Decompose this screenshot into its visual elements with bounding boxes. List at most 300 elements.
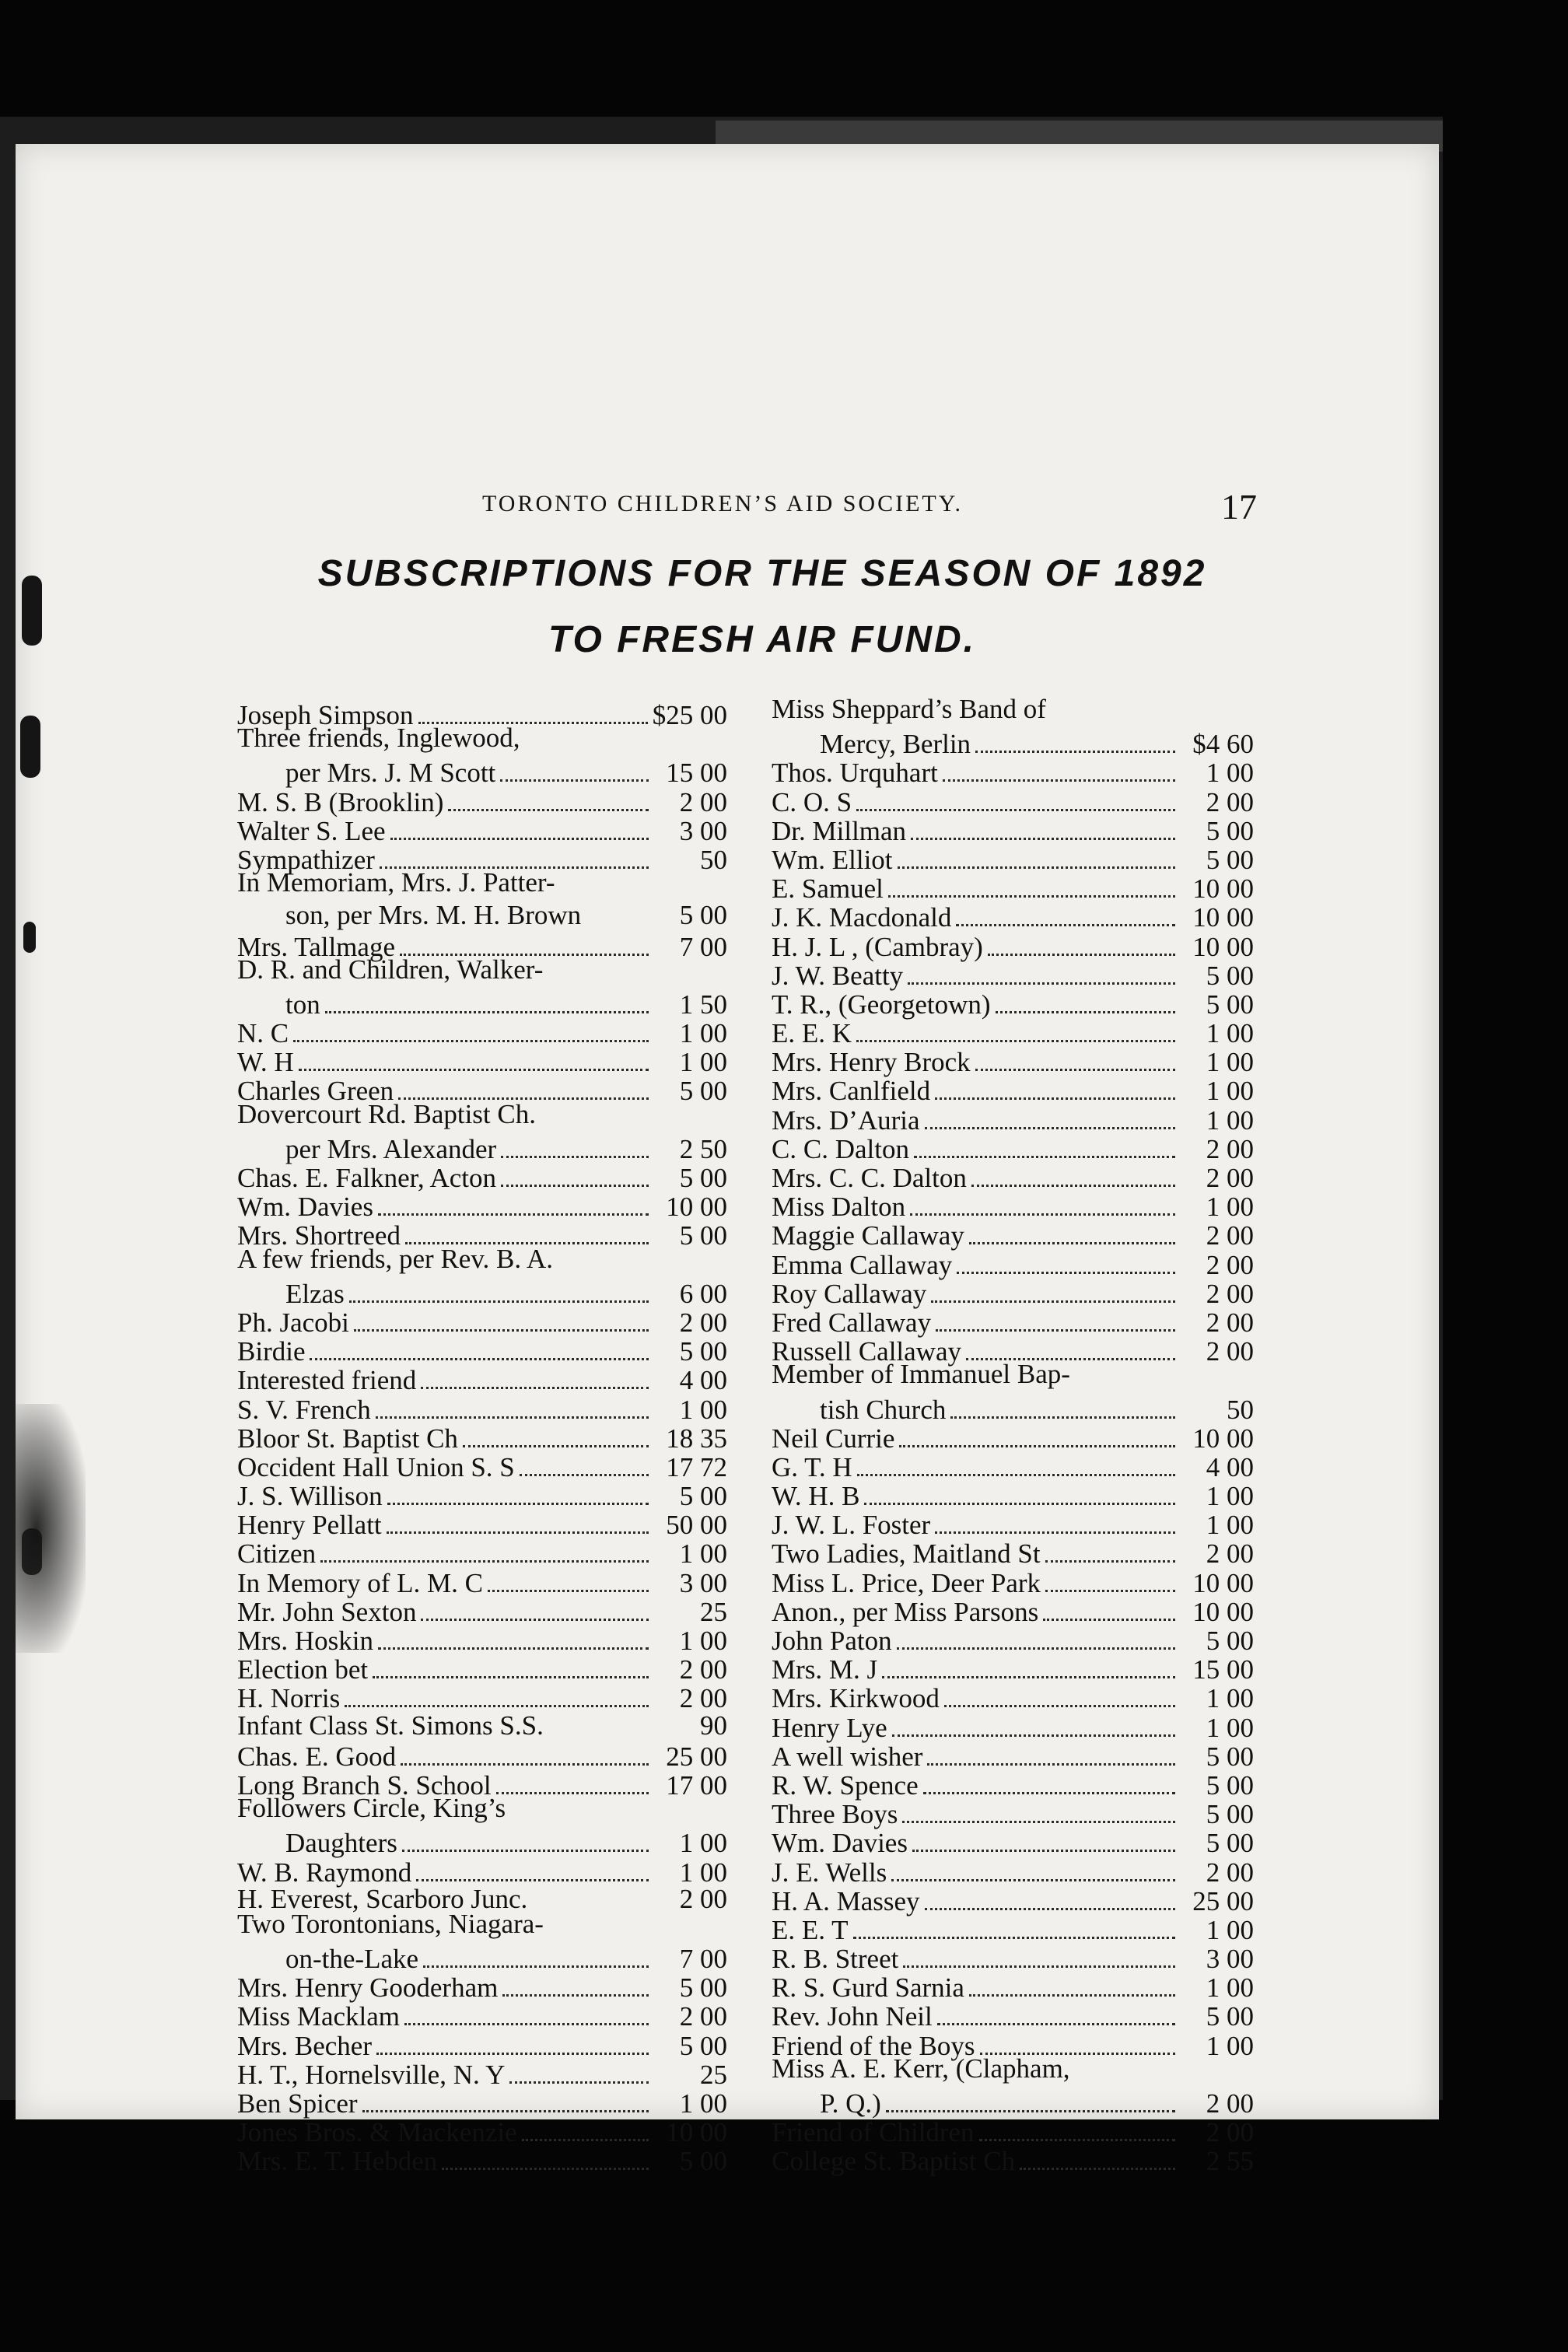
right-subscription-column	[772, 694, 1254, 2177]
subscriber-name: Ben Spicer	[237, 2088, 358, 2119]
subscriber-name: Elzas	[285, 1278, 345, 1309]
subscription-amount: 1 00	[679, 1857, 727, 1888]
leader-dots	[898, 839, 1175, 869]
subscriber-name: Mrs. C. C. Dalton	[772, 1163, 967, 1193]
subscription-amount: 5 00	[679, 1481, 727, 1512]
subscriber-name: Neil Currie	[772, 1423, 895, 1454]
subscription-amount: 1 00	[679, 1626, 727, 1656]
entry-line: D. R. and Children, Walker-	[237, 954, 544, 985]
subscriber-name: Long Branch S. School	[237, 1769, 492, 1801]
leader-dots	[501, 1129, 649, 1158]
leader-dots	[398, 1070, 649, 1100]
leader-dots	[376, 1389, 649, 1419]
subscriber-name: Fred Callaway	[772, 1307, 932, 1338]
subscription-amount: 5 00	[1206, 1741, 1254, 1772]
subscriber-name: ton	[285, 989, 320, 1020]
subscriber-name: P. Q.)	[820, 2088, 881, 2119]
subscriber-name: Maggie Callaway	[772, 1220, 964, 1251]
subscription-entry	[237, 1822, 727, 1859]
subscription-amount: 2 00	[679, 2001, 727, 2032]
leader-dots	[349, 1273, 649, 1303]
subscriber-name: R. S. Gurd Sarnia	[772, 1972, 964, 2004]
subscriber-name: Mrs. Tallmage	[237, 931, 395, 962]
subscriber-name: Chas. E. Good	[237, 1741, 397, 1772]
subscriber-name: E. E. T	[772, 1914, 849, 1945]
subscriber-name: Wm. Elliot	[772, 844, 893, 875]
subscription-amount: 3 00	[679, 815, 727, 846]
leader-dots	[378, 1186, 649, 1216]
subscription-amount: 5 00	[1206, 1799, 1254, 1830]
entry-line: A few friends, per Rev. B. A.	[237, 1243, 553, 1274]
subscriber-name: per Mrs. J. M Scott	[285, 758, 496, 789]
subscription-amount: 5 00	[679, 1972, 727, 2004]
subscriber-name: E. E. K	[772, 1018, 852, 1049]
subscription-amount: 2 00	[1206, 1249, 1254, 1280]
leader-dots	[387, 1475, 649, 1505]
subscriber-name: R. B. Street	[772, 1944, 899, 1975]
subscription-amount: 1 00	[1206, 1018, 1254, 1049]
subscription-amount: 1 00	[1206, 1104, 1254, 1136]
subscription-amount: 5 00	[679, 1163, 727, 1193]
subscriber-name: C. O. S	[772, 786, 852, 817]
subscriber-name: tish Church	[820, 1394, 947, 1425]
subscriber-name: W. B. Raymond	[237, 1857, 412, 1888]
subscription-amount: 10 00	[1192, 873, 1254, 905]
subscriber-name: son, per Mrs. M. H. Brown	[285, 900, 582, 931]
subscriber-name: Daughters	[285, 1828, 397, 1859]
subscriber-name: Sympathizer	[237, 844, 375, 875]
subscription-amount: 2 00	[1206, 1133, 1254, 1164]
subscription-amount: 2 00	[1206, 1163, 1254, 1193]
subscriber-name: Mercy, Berlin	[820, 729, 971, 760]
leader-dots	[500, 752, 649, 782]
subscriber-name: C. C. Dalton	[772, 1133, 909, 1164]
subscriber-name: Mrs. Becher	[237, 2030, 373, 2061]
leader-dots	[488, 1563, 649, 1592]
subscriber-name: R. W. Spence	[772, 1769, 919, 1801]
leader-dots	[310, 1331, 649, 1360]
leader-dots	[520, 1447, 649, 1476]
leader-dots	[423, 1938, 649, 1968]
leader-dots	[354, 1302, 649, 1332]
leader-dots	[891, 1852, 1175, 1881]
subscription-amount: 10 00	[1192, 1596, 1254, 1627]
leader-dots	[950, 1389, 1175, 1419]
leader-dots	[943, 752, 1175, 782]
leader-dots	[380, 839, 649, 869]
subscriber-name: Two Ladies, Maitland St	[772, 1538, 1041, 1570]
entry-line: Member of Immanuel Bap-	[772, 1359, 1070, 1390]
leader-dots	[853, 1909, 1175, 1939]
subscription-amount: 4 00	[679, 1365, 727, 1396]
leader-dots	[882, 1649, 1175, 1678]
subscription-amount: 15 00	[666, 758, 727, 789]
leader-dots	[925, 1881, 1175, 1910]
subscriber-name: Birdie	[237, 1336, 306, 1367]
leader-dots	[925, 1100, 1175, 1129]
subscription-amount: 5 00	[1206, 2001, 1254, 2032]
document-page	[16, 144, 1439, 2177]
subscription-amount: 50	[1227, 1394, 1254, 1425]
subscription-amount: 1 00	[679, 2088, 727, 2119]
subscriber-name: Henry Pellatt	[237, 1510, 382, 1541]
subscription-amount: 5 00	[679, 2030, 727, 2061]
entry-line: Followers Circle, King’s	[237, 1793, 506, 1824]
subscriber-name: Russell Callaway	[772, 1336, 961, 1367]
leader-dots	[914, 1129, 1175, 1158]
leader-dots	[856, 782, 1175, 811]
leader-dots	[936, 1302, 1175, 1332]
leader-dots	[969, 1967, 1175, 1997]
subscriber-name: Miss Dalton	[772, 1192, 906, 1223]
subscription-amount: 2 55	[1206, 2146, 1254, 2177]
leader-dots	[988, 926, 1175, 956]
leader-dots	[402, 1822, 649, 1852]
subscription-amount: 1 00	[1206, 1972, 1254, 2004]
leader-dots	[421, 1591, 649, 1621]
subscription-entry	[237, 695, 727, 730]
leader-dots	[390, 810, 649, 840]
leader-dots	[378, 1620, 649, 1650]
leader-dots	[293, 1013, 649, 1042]
subscriber-name: Ph. Jacobi	[237, 1307, 349, 1338]
subscription-entry	[772, 2083, 1254, 2119]
subscriber-name: Henry Lye	[772, 1712, 887, 1743]
subscription-amount: 2 00	[1206, 1278, 1254, 1309]
subscription-amount: 5 00	[679, 900, 727, 931]
subscription-amount: 2 00	[679, 786, 727, 817]
subscriber-name: Roy Callaway	[772, 1278, 927, 1309]
leader-dots	[980, 2025, 1175, 2055]
subscription-amount: $25 00	[652, 700, 727, 730]
subscriber-name: Mrs. Hoskin	[237, 1626, 374, 1656]
subscription-amount: $4 60	[1192, 729, 1254, 760]
leader-dots	[864, 1475, 1175, 1505]
subscriber-name: S. V. French	[237, 1394, 371, 1425]
subscription-amount: 2 50	[679, 1133, 727, 1164]
leader-dots	[969, 1215, 1175, 1244]
subscription-amount: 2 00	[679, 1307, 727, 1338]
subscriber-name: H. J. L , (Cambray)	[772, 931, 983, 962]
leader-dots	[373, 1649, 649, 1678]
subscription-amount: 10 00	[1192, 1567, 1254, 1598]
subscriber-name: J. W. Beatty	[772, 960, 904, 991]
leader-dots	[979, 2112, 1175, 2141]
section-heading-line-1: SUBSCRIPTIONS FOR THE SEASON OF 1892	[317, 553, 1207, 594]
subscriber-name: Mrs. D’Auria	[772, 1104, 920, 1136]
entry-line: Miss A. E. Kerr, (Clapham,	[772, 2053, 1070, 2084]
left-subscription-column	[237, 695, 727, 2177]
subscription-amount: 4 00	[1206, 1451, 1254, 1482]
page-number: 17	[1221, 487, 1257, 527]
subscription-amount: 1 00	[1206, 2030, 1254, 2061]
subscriber-name: Occident Hall Union S. S	[237, 1451, 515, 1482]
subscriber-name: A well wisher	[772, 1741, 923, 1772]
subscriber-name: Friend of Children	[772, 2117, 975, 2148]
subscription-amount: 5 00	[1206, 989, 1254, 1020]
subscriber-name: H. T., Hornelsville, N. Y	[237, 2059, 506, 2090]
subscriber-name: John Paton	[772, 1626, 892, 1656]
subscription-entry	[772, 1389, 1254, 1425]
leader-dots	[325, 984, 649, 1013]
subscription-amount: 1 00	[1206, 1076, 1254, 1107]
subscription-amount: 2 00	[1206, 1220, 1254, 1251]
subscription-amount: 15 00	[1192, 1654, 1254, 1685]
subscriber-name: Chas. E. Falkner, Acton	[237, 1163, 496, 1193]
leader-dots	[509, 2054, 649, 2084]
leader-dots	[1045, 1563, 1175, 1592]
subscriber-name: on-the-Lake	[285, 1944, 419, 1975]
entry-line: Two Torontonians, Niagara-	[237, 1908, 544, 1939]
subscriber-name: J. E. Wells	[772, 1857, 887, 1888]
subscription-amount: 1 00	[1206, 758, 1254, 789]
subscription-entry	[237, 1881, 727, 1914]
subscription-entry	[237, 897, 727, 931]
leader-dots	[975, 723, 1175, 753]
subscriber-name: J. S. Willison	[237, 1481, 383, 1512]
subscription-amount: 1 50	[679, 989, 727, 1020]
subscription-amount: 10 00	[1192, 1423, 1254, 1454]
margin-mark	[23, 922, 36, 953]
subscriber-name: Wm. Davies	[772, 1828, 908, 1859]
subscription-amount: 18 35	[666, 1423, 727, 1454]
subscription-amount: 1 00	[679, 1394, 727, 1425]
leader-dots	[404, 1996, 649, 2025]
leader-dots	[496, 1765, 649, 1794]
subscription-amount: 3 00	[1206, 1944, 1254, 1975]
subscriber-name: Anon., per Miss Parsons	[772, 1596, 1039, 1627]
subscription-amount: 1 00	[679, 1047, 727, 1078]
subscriber-name: In Memory of L. M. C	[237, 1567, 483, 1598]
subscriber-name: J. W. L. Foster	[772, 1510, 931, 1541]
leader-dots	[448, 782, 649, 811]
subscriber-name: M. S. B (Brooklin)	[237, 786, 444, 817]
subscription-amount: 1 00	[1206, 1712, 1254, 1743]
subscriber-name: Election bet	[237, 1654, 369, 1685]
leader-dots	[548, 1707, 649, 1734]
subscription-amount: 1 00	[679, 1018, 727, 1049]
leader-dots	[345, 1678, 649, 1707]
subscriber-name: W. H. B	[772, 1481, 860, 1512]
subscription-amount: 17 72	[666, 1451, 727, 1482]
subscriber-name: E. Samuel	[772, 873, 884, 905]
subscriber-name: H. A. Massey	[772, 1885, 920, 1916]
leader-dots	[442, 2140, 649, 2170]
ink-smudge	[16, 1404, 86, 1653]
subscription-amount: 1 00	[679, 1828, 727, 1859]
subscriber-name: Citizen	[237, 1538, 317, 1570]
subscription-amount: 2 00	[679, 1883, 727, 1914]
subscriber-name: Three Boys	[772, 1799, 898, 1830]
subscription-amount: 25 00	[666, 1741, 727, 1772]
subscription-amount: 17 00	[666, 1769, 727, 1801]
subscription-amount: 2 00	[1206, 2117, 1254, 2148]
leader-dots	[966, 1331, 1175, 1360]
subscriber-name: Mrs. Shortreed	[237, 1220, 401, 1251]
subscription-amount: 10 00	[1192, 931, 1254, 962]
subscriber-name: Walter S. Lee	[237, 815, 386, 846]
leader-dots	[320, 1533, 649, 1563]
leader-dots	[935, 1070, 1175, 1100]
leader-dots	[996, 984, 1175, 1013]
leader-dots	[927, 1736, 1175, 1766]
subscription-amount: 3 00	[679, 1567, 727, 1598]
subscription-amount: 5 00	[1206, 1626, 1254, 1656]
subscription-entry	[237, 1273, 727, 1309]
subscription-amount: 2 00	[679, 1654, 727, 1685]
subscriber-name: Mrs. M. J	[772, 1654, 878, 1685]
leader-dots	[902, 1794, 1175, 1823]
entry-line: Dovercourt Rd. Baptist Ch.	[237, 1098, 536, 1129]
leader-dots	[421, 1360, 649, 1389]
subscription-amount: 2 00	[1206, 1336, 1254, 1367]
subscription-amount: 10 00	[666, 2117, 727, 2148]
subscription-amount: 5 00	[1206, 960, 1254, 991]
leader-dots	[522, 2112, 649, 2141]
leader-dots	[912, 1822, 1175, 1852]
leader-dots	[899, 1418, 1175, 1447]
subscription-amount: 5 00	[1206, 1769, 1254, 1801]
subscriber-name: Thos. Urquhart	[772, 758, 938, 789]
running-head	[482, 486, 1260, 533]
subscription-amount: 7 00	[679, 1944, 727, 1975]
leader-dots	[532, 1881, 649, 1908]
subscriber-name: Infant Class St. Simons S.S.	[237, 1710, 544, 1741]
leader-dots	[975, 1041, 1175, 1071]
subscription-entry	[237, 1938, 727, 1975]
leader-dots	[501, 1157, 649, 1187]
leader-dots	[299, 1041, 649, 1071]
leader-dots	[897, 1620, 1175, 1650]
leader-dots	[911, 810, 1175, 840]
subscriber-name: Dr. Millman	[772, 815, 907, 846]
subscription-entry	[772, 723, 1254, 760]
subscription-amount: 2 00	[1206, 1857, 1254, 1888]
subscription-entry	[237, 1707, 727, 1741]
subscriber-name: Mrs. Henry Brock	[772, 1047, 971, 1078]
subscription-amount: 10 00	[666, 1192, 727, 1223]
leader-dots	[892, 1707, 1175, 1737]
subscription-entry	[237, 752, 727, 789]
leader-dots	[1020, 2140, 1175, 2170]
leader-dots	[886, 2083, 1175, 2112]
subscription-amount: 25 00	[1192, 1885, 1254, 1916]
leader-dots	[957, 1244, 1175, 1274]
subscription-entry	[237, 926, 727, 962]
leader-dots	[376, 2025, 649, 2055]
leader-dots	[856, 1013, 1175, 1042]
subscription-amount: 1 00	[679, 1538, 727, 1570]
subscriber-name: N. C	[237, 1018, 289, 1049]
subscription-amount: 1 00	[1206, 1481, 1254, 1512]
subscription-amount: 5 00	[679, 1076, 727, 1107]
subscriber-name: Mrs. Kirkwood	[772, 1683, 940, 1714]
subscription-amount: 6 00	[679, 1278, 727, 1309]
subscription-amount: 5 00	[679, 1220, 727, 1251]
subscription-amount: 1 00	[1206, 1047, 1254, 1078]
leader-dots	[401, 1736, 649, 1766]
subscription-amount: 1 00	[1206, 1683, 1254, 1714]
subscription-amount: 50 00	[666, 1510, 727, 1541]
leader-dots	[903, 1938, 1175, 1968]
subscription-amount: 5 00	[1206, 815, 1254, 846]
subscription-entry	[237, 1129, 727, 1164]
subscriber-name: Rev. John Neil	[772, 2001, 933, 2032]
subscription-amount: 5 00	[1206, 1828, 1254, 1859]
leader-dots	[908, 955, 1175, 985]
subscriber-name: College St. Baptist Ch	[772, 2146, 1016, 2177]
leader-dots	[586, 897, 649, 924]
leader-dots	[910, 1186, 1175, 1216]
subscription-amount: 25	[700, 1596, 727, 1627]
subscriber-name: Miss L. Price, Deer Park	[772, 1567, 1041, 1598]
subscription-amount: 2 00	[679, 1683, 727, 1714]
leader-dots	[857, 1447, 1175, 1476]
leader-dots	[418, 695, 648, 724]
subscriber-name: Joseph Simpson	[237, 700, 414, 730]
subscriber-name: T. R., (Georgetown)	[772, 989, 991, 1020]
margin-mark	[20, 716, 40, 778]
entry-line: Three friends, Inglewood,	[237, 723, 520, 754]
subscription-amount: 90	[700, 1710, 727, 1741]
subscription-amount: 10 00	[1192, 902, 1254, 933]
leader-dots	[931, 1273, 1175, 1303]
subscriber-name: Interested friend	[237, 1365, 417, 1396]
subscription-amount: 1 00	[1206, 1510, 1254, 1541]
subscriber-name: G. T. H	[772, 1451, 852, 1482]
leader-dots	[1043, 1591, 1175, 1621]
entry-line: In Memoriam, Mrs. J. Patter-	[237, 867, 555, 898]
subscriber-name: Jones Bros. & Mackenzie	[237, 2117, 517, 2148]
subscriber-name: Mrs. Henry Gooderham	[237, 1972, 499, 2004]
subscriber-name: Friend of the Boys	[772, 2030, 975, 2061]
leader-dots	[502, 1967, 649, 1997]
subscriber-name: Emma Callaway	[772, 1249, 953, 1280]
subscriber-name: H. Norris	[237, 1683, 341, 1714]
subscription-amount: 1 00	[1206, 1914, 1254, 1945]
leader-dots	[400, 926, 649, 956]
leader-dots	[463, 1418, 649, 1447]
subscription-amount: 25	[700, 2059, 727, 2090]
section-heading-line-2: TO FRESH AIR FUND.	[548, 619, 976, 660]
leader-dots	[944, 1678, 1175, 1707]
subscription-amount: 2 00	[1206, 786, 1254, 817]
subscription-amount: 5 00	[1206, 844, 1254, 875]
leader-dots	[923, 1765, 1175, 1794]
subscriber-name: W. H	[237, 1047, 294, 1078]
subscription-amount: 2 00	[1206, 2088, 1254, 2119]
leader-dots	[387, 1504, 649, 1534]
subscriber-name: Miss Macklam	[237, 2001, 401, 2032]
subscription-amount: 5 00	[679, 1336, 727, 1367]
subscriber-name: Wm. Davies	[237, 1192, 373, 1223]
leader-dots	[416, 1852, 649, 1881]
leader-dots	[935, 1504, 1175, 1534]
subscription-entry	[237, 984, 727, 1020]
subscriber-name: Bloor St. Baptist Ch	[237, 1423, 458, 1454]
subscriber-name: Mrs. E. T. Hebden	[237, 2146, 438, 2177]
subscription-amount: 50	[700, 844, 727, 875]
subscriber-name: Charles Green	[237, 1076, 394, 1107]
leader-dots	[1045, 1533, 1175, 1563]
leader-dots	[937, 1996, 1175, 2025]
subscription-amount: 2 00	[1206, 1307, 1254, 1338]
subscriber-name: per Mrs. Alexander	[285, 1133, 497, 1164]
leader-dots	[971, 1157, 1175, 1187]
subscription-amount: 7 00	[679, 931, 727, 962]
subscriber-name: Mrs. Canlfield	[772, 1076, 931, 1107]
leader-dots	[362, 2083, 649, 2112]
